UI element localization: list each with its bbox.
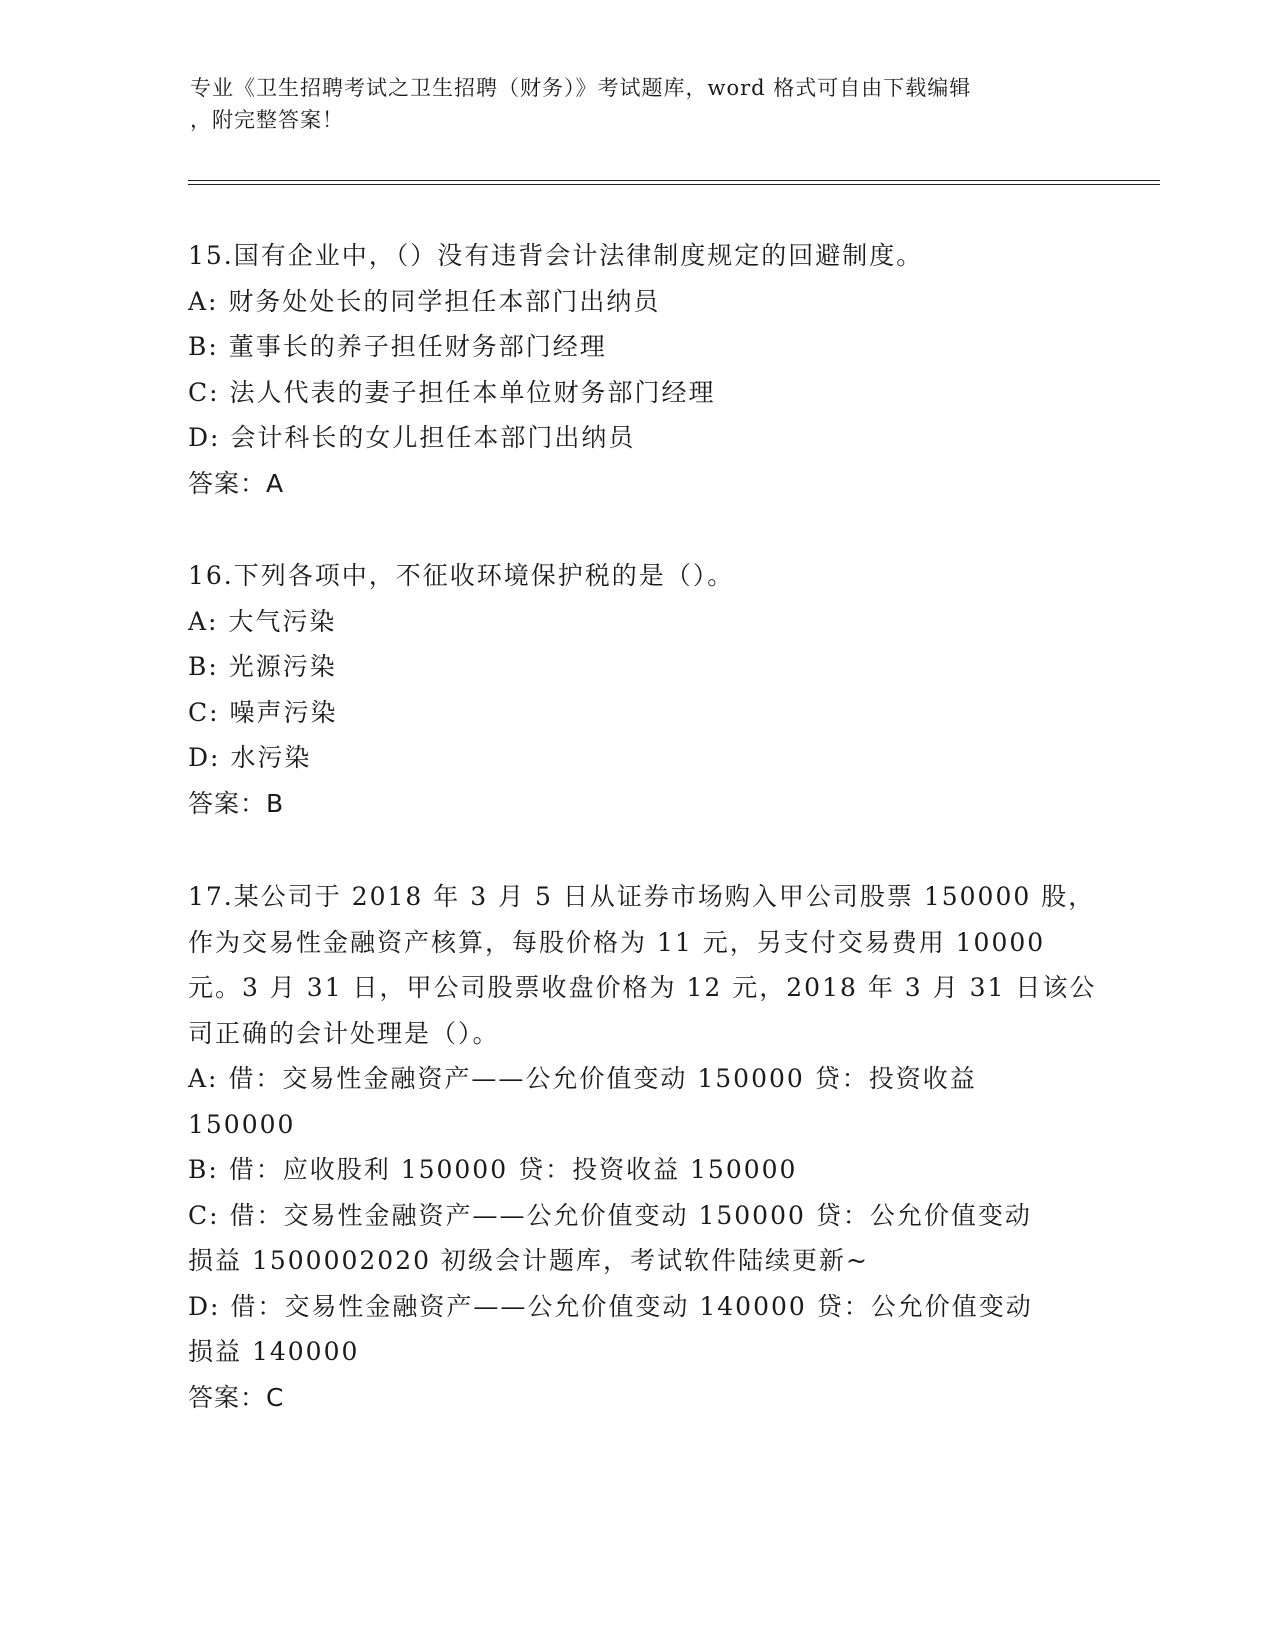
answer-label: 答案：A (188, 468, 285, 498)
answer-label: 答案：C (188, 1382, 285, 1412)
option-b: B: 董事长的养子担任财务部门经理 (188, 332, 607, 361)
option-c: C: 噪声污染 (188, 697, 338, 727)
question-17 (188, 874, 1097, 1420)
question-stem: 15.国有企业中，（）没有违背会计法律制度规定的回避制度。 (188, 241, 924, 270)
option-c: C: 法人代表的妻子担任本单位财务部门经理 (188, 377, 716, 407)
header-double-rule (188, 180, 1160, 185)
document-header (190, 72, 1090, 136)
option-a: A: 财务处处长的同学担任本部门出纳员 (188, 286, 661, 316)
option-d: D: 借：交易性金融资产——公允价值变动 140000 贷：公允价值变动 (188, 1291, 1033, 1321)
answer-label: 答案：B (188, 788, 285, 818)
question-15 (188, 233, 1088, 506)
option-b: B: 借：应收股利 150000 贷：投资收益 150000 (188, 1155, 798, 1184)
option-d: D: 水污染 (188, 743, 312, 772)
option-c-continued: 损益 1500002020 初级会计题库，考试软件陆续更新~ (188, 1246, 869, 1275)
option-b: B: 光源污染 (188, 652, 337, 681)
question-stem: 16.下列各项中，不征收环境保护税的是（）。 (188, 561, 735, 590)
question-stem: 作为交易性金融资产核算，每股价格为 11 元，另支付交易费用 10000 (188, 927, 1046, 957)
question-stem: 司正确的会计处理是（）。 (188, 1018, 500, 1048)
option-c: C: 借：交易性金融资产——公允价值变动 150000 贷：公允价值变动 (188, 1200, 1032, 1230)
header-line: ，附完整答案！ (190, 108, 344, 132)
option-d-continued: 损益 140000 (188, 1337, 360, 1366)
option-a: A: 大气污染 (188, 606, 337, 636)
question-16 (188, 553, 1088, 826)
header-line: 专业《卫生招聘考试之卫生招聘（财务）》考试题库，word 格式可自由下载编辑 (190, 76, 972, 100)
question-stem: 元。3 月 31 日，甲公司股票收盘价格为 12 元，2018 年 3 月 31 日该公 (188, 973, 1097, 1002)
option-d: D: 会计科长的女儿担任本部门出纳员 (188, 423, 636, 452)
option-a-continued: 150000 (188, 1109, 296, 1139)
option-a: A: 借：交易性金融资产——公允价值变动 150000 贷：投资收益 (188, 1064, 977, 1093)
question-stem: 17.某公司于 2018 年 3 月 5 日从证券市场购入甲公司股票 150000 股， (188, 882, 1096, 911)
